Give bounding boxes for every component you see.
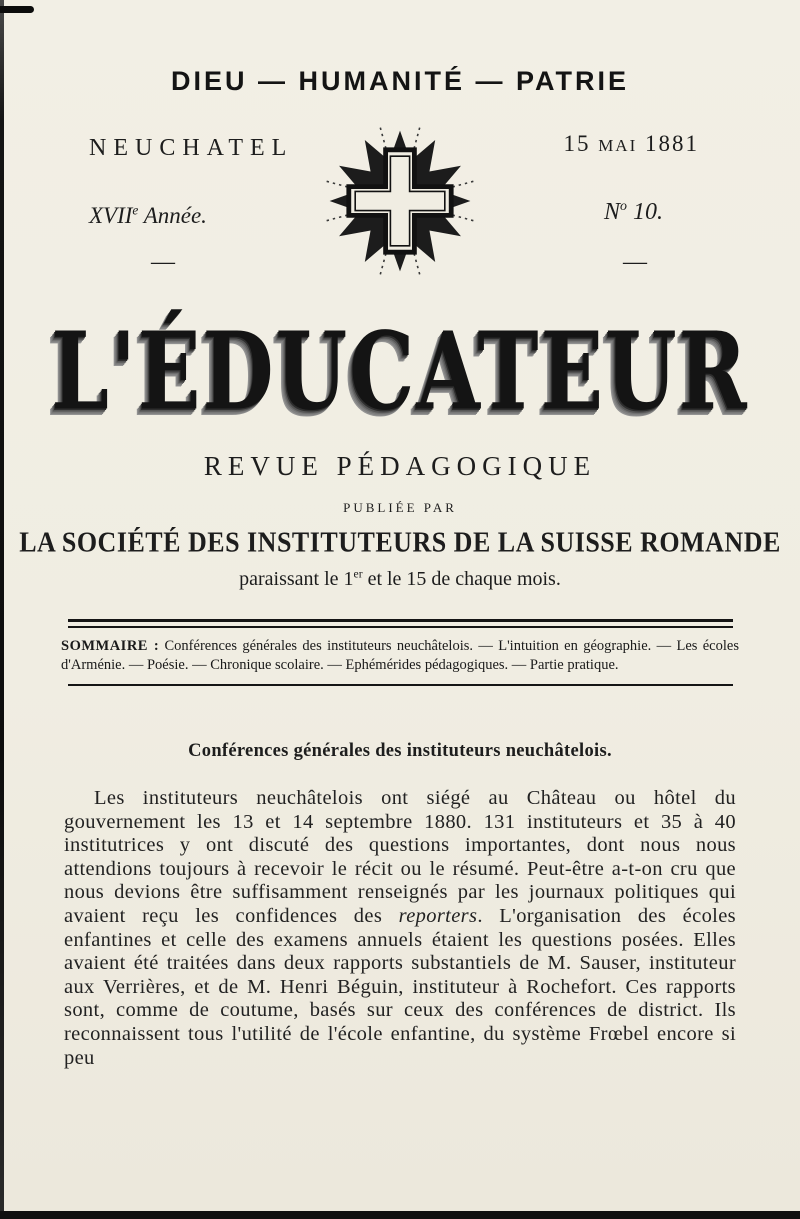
rule-bottom: [68, 684, 733, 686]
date-year: 1881: [645, 131, 699, 156]
issue-value: 10.: [633, 199, 663, 225]
right-dash-ornament: —: [623, 249, 647, 275]
issue-superscript: o: [620, 199, 627, 214]
frequency-superscript: er: [353, 567, 363, 581]
paragraph-part-1: Les instituteurs neuchâtelois ont siégé au Château ou hôtel du gouvernement les 13 et 14 septembre 1880. 131 instituteurs et 35 à 40 institutrices y ont discuté des questions importantes, dont nous nous attendions toujours à recevoir le récit ou le résumé. Peut-être a-t-on cru que nous devions être suffisamment renseignés par les journaux politiques qui avaient reçu les confidences des: [64, 787, 736, 927]
sommaire-block: [61, 637, 739, 675]
swiss-cross-sunburst-icon: [320, 121, 480, 281]
paragraph-part-2: . L'organisation des écoles enfantines et celle des examens annuels étaient les questions posées. Elles avaient été traitées dans deux rapports substantiels de M. Sauser, instituteur aux Verrières, et de M. Henri Béguin, instituteur à Rochefort. Ces rapports sont, comme de coutume, basés sur ceux des conférences de district. Ils reconnaissent tous l'utilité de l'école enfantine, du système Frœbel encore si peu: [64, 904, 736, 1069]
sommaire-label: SOMMAIRE :: [61, 638, 160, 654]
volume-label: Année.: [143, 203, 207, 228]
volume-year: [89, 203, 207, 229]
masthead-emblem: [320, 121, 480, 283]
issue-number: [604, 199, 663, 226]
journal-subtitle: REVUE PÉDAGOGIQUE: [203, 451, 597, 481]
date-day: 15: [563, 131, 591, 156]
double-rule-top: [68, 619, 733, 628]
frequency-text-end: et le 15 de chaque mois.: [367, 568, 561, 590]
motto: DIEU — HUMANITÉ — PATRIE: [170, 66, 629, 96]
sommaire-contents: Conférences générales des instituteurs neuchâtelois. — L'intuition en géographie. — Les écoles d'Arménie. — Poésie. — Chronique scolaire. — Ephémérides pédagogiques. — Partie pratique.: [61, 638, 739, 673]
left-dash-ornament: —: [151, 249, 175, 275]
frequency-text-start: paraissant le 1: [239, 568, 354, 590]
masthead: [65, 119, 735, 289]
volume-number: XVII: [89, 203, 133, 228]
issue-n: N: [604, 199, 621, 225]
scan-left-edge: [0, 0, 4, 1219]
journal-title: L'ÉDUCATEUR: [51, 309, 749, 435]
volume-superscript: e: [132, 202, 139, 218]
paragraph-italic-word: reporters: [398, 904, 478, 927]
scan-corner-mark: [0, 6, 34, 13]
article-paragraph: [64, 787, 736, 1070]
scan-bottom-edge: [0, 1211, 800, 1219]
publication-place: NEUCHATEL: [89, 135, 294, 161]
date-month: MAI: [598, 136, 638, 155]
publication-frequency: [0, 568, 800, 591]
publisher-society: LA SOCIÉTÉ DES INSTITUTEURS DE LA SUISSE ROMANDE: [19, 526, 781, 559]
issue-date: [563, 131, 699, 157]
article-heading: Conférences générales des instituteurs neuchâtelois.: [188, 741, 612, 761]
published-by-label: PUBLIÉE PAR: [343, 500, 457, 515]
